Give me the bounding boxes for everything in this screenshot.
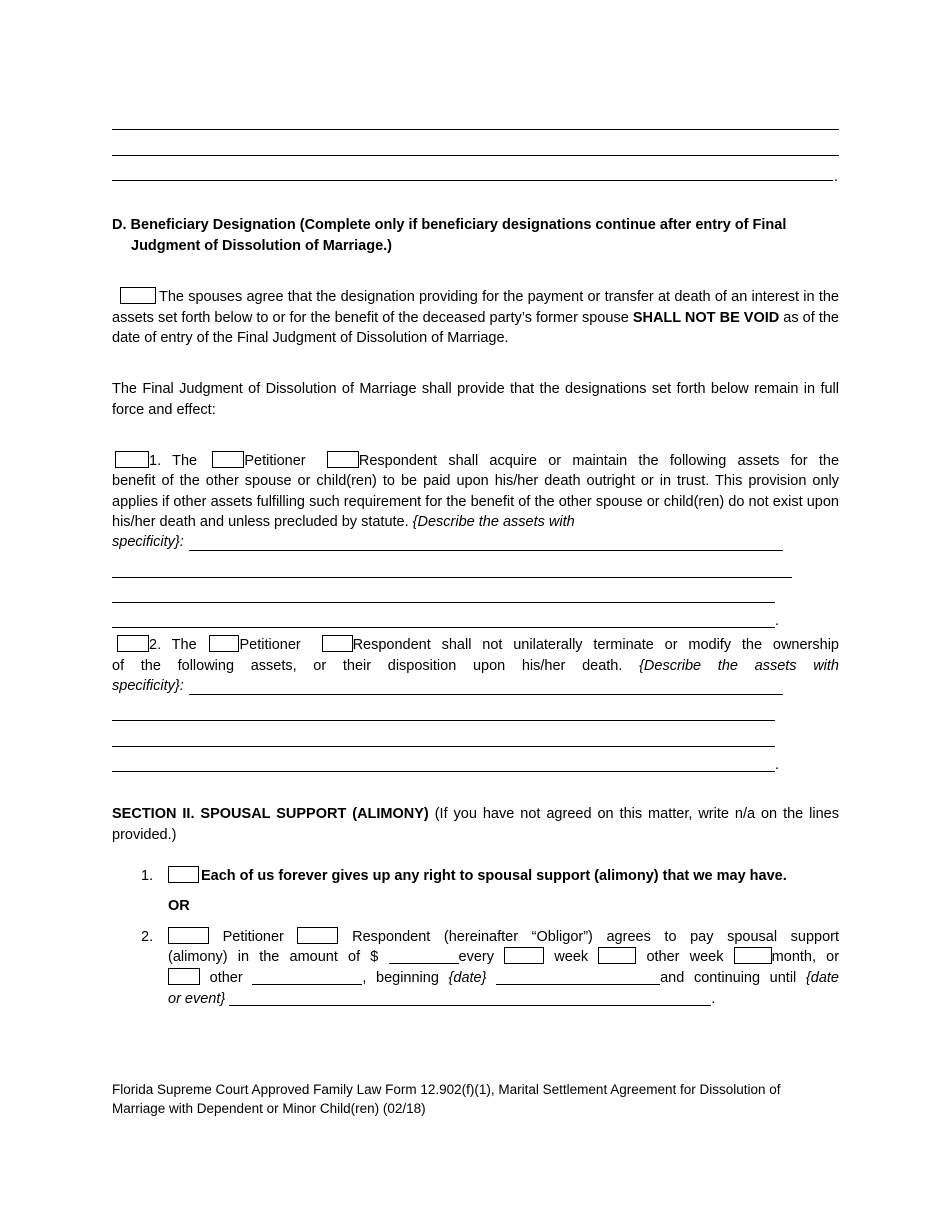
item-2-respondent-checkbox[interactable] (322, 635, 353, 652)
other-frequency-field[interactable] (252, 970, 362, 985)
footer-line-2: Marriage with Dependent or Minor Child(ren) (02/18) (112, 1101, 426, 1116)
end-date-or-event-field[interactable] (229, 991, 711, 1006)
item-2-checkbox[interactable] (117, 635, 149, 652)
every-week-checkbox[interactable] (504, 947, 544, 964)
obligor-respondent-checkbox[interactable] (297, 927, 338, 944)
section-ii-heading: SECTION II. SPOUSAL SUPPORT (ALIMONY) (If you have not agreed on this matter, write n/a on the lines provided.) (112, 806, 839, 843)
shall-not-be-void: SHALL NOT BE VOID (632, 309, 780, 326)
item-2-specificity: specificity}: (112, 678, 184, 694)
section-d-heading: D. Beneficiary Designation (Complete only if beneficiary designations continue after entry of Final Judgment of Dissolution of Marriage.) (112, 217, 787, 254)
form-page (112, 0, 839, 1230)
option-1-number: 1. (141, 868, 154, 884)
amount-field[interactable] (389, 949, 459, 964)
item-2-assets-line[interactable] (189, 694, 783, 695)
option-2-line-2: (alimony) in the amount of $ every week other week month, or (168, 949, 840, 965)
footer-line-1: Florida Supreme Court Approved Family Law Form 12.902(f)(1), Marital Settlement Agreement for Dissolution of (112, 1082, 781, 1097)
beginning-date-field[interactable] (496, 970, 660, 985)
option-2-line-4: or event} . (168, 991, 716, 1007)
section-d-paragraph-2: The Final Judgment of Dissolution of Marriage shall provide that the designations set forth below remain in full force and effect: (112, 381, 839, 418)
item-1-specificity: specificity}: (112, 534, 184, 550)
option-2-line-3: other , beginning {date} and continuing until {date (168, 968, 839, 989)
item-2-assets-line[interactable] (112, 771, 775, 772)
item-1-assets-line[interactable] (189, 550, 783, 551)
other-frequency-checkbox[interactable] (168, 968, 200, 985)
period: . (775, 757, 780, 773)
item-1-respondent-checkbox[interactable] (327, 451, 359, 468)
every-other-week-checkbox[interactable] (598, 947, 636, 964)
blank-line[interactable] (112, 155, 839, 156)
item-1-assets-line[interactable] (112, 577, 792, 578)
option-1-text: Each of us forever gives up any right to spousal support (alimony) that we may have. (168, 866, 839, 887)
blank-line[interactable] (112, 180, 833, 181)
form-footer (112, 1080, 839, 1118)
waive-alimony-checkbox[interactable] (168, 866, 199, 883)
item-2-petitioner-checkbox[interactable] (209, 635, 239, 652)
item-1-description: benefit of the other spouse or child(ren) to be paid upon his/her death outright or in trust. This provision only applies if other assets fulfilling such requirement for the benefit of the other spouse or child(ren) do not exist upon his/her death and unless precluded by statute. {Describe the assets with (112, 473, 839, 530)
option-2-line-1: Petitioner Respondent (hereinafter “Obligor”) agrees to pay spousal support (168, 927, 839, 948)
item-1-assets-line[interactable] (112, 627, 775, 628)
item-1-petitioner-checkbox[interactable] (212, 451, 244, 468)
agree-checkbox[interactable] (120, 287, 156, 304)
section-d-paragraph-1: The spouses agree that the designation providing for the payment or transfer at death of an interest in the assets set forth below to or for the benefit of the deceased party’s former spouse SHALL NOT BE VOID as of the date of entry of the Final Judgment of Dissolution of Marriage. (112, 289, 839, 346)
item-1-checkbox[interactable] (115, 451, 149, 468)
blank-line[interactable] (112, 129, 839, 130)
item-2-assets-line[interactable] (112, 746, 775, 747)
item-2-line-1: 2. The Petitioner Respondent shall not unilaterally terminate or modify the ownership (112, 635, 839, 656)
item-1-assets-line[interactable] (112, 602, 775, 603)
every-month-checkbox[interactable] (734, 947, 772, 964)
period: . (775, 613, 780, 629)
item-2-description: of the following assets, or their disposition upon his/her death. {Describe the assets with (112, 658, 839, 674)
obligor-petitioner-checkbox[interactable] (168, 927, 209, 944)
period: . (834, 169, 839, 185)
option-2-number: 2. (141, 929, 154, 945)
or-label: OR (168, 898, 190, 914)
item-1-line-1: 1. The Petitioner Respondent shall acquire or maintain the following assets for the (112, 451, 839, 472)
item-2-assets-line[interactable] (112, 720, 775, 721)
